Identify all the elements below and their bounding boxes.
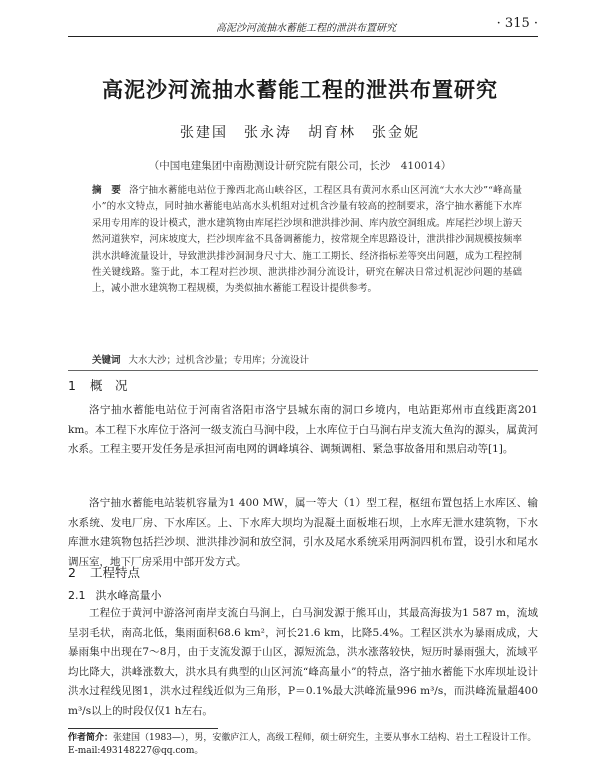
running-title: 高泥沙河流抽水蓄能工程的泄洪布置研究	[216, 23, 396, 34]
abstract	[92, 183, 522, 298]
section-1-number: 1	[68, 378, 76, 393]
section-2-number: 2	[68, 565, 76, 580]
subsection-2-1-heading	[68, 587, 162, 603]
footnote-divider	[68, 728, 218, 729]
section-2-title: 工程特点	[89, 565, 140, 580]
running-header	[68, 14, 538, 37]
abstract-label: 摘 要	[92, 185, 122, 196]
keywords-text: 大水大沙；过机含沙量；专用库；分流设计	[128, 355, 310, 366]
abstract-text: 洛宁抽水蓄能电站位于豫西北高山峡谷区，工程区具有黄河水系山区河流“大水大沙”“峰高量小”的水文特点，同时抽水蓄能电站高水头机组对过机含沙量有较高的控制要求，洛宁抽水蓄能下水库采用专用库的设计模式，泄水建筑物由库尾拦沙坝和泄洪排沙洞、库内放空洞组成。库尾拦沙坝上游天然河道狭窄，河床坡度大，拦沙坝库盆不具备调蓄能力，按常规全库思路设计，泄洪排沙洞规模按频率洪水洪峰流量设计，导致泄洪排沙洞洞身尺寸大、施工工期长、经济指标差等突出问题，成为工程控制性关键线路。鉴于此，本工程对拦沙坝、泄洪排沙洞分流设计，研究在解决日常过机泥沙问题的基础上，减小泄水建筑物工程规模，为类似抽水蓄能工程设计提供参考。	[92, 185, 522, 295]
keywords	[92, 352, 522, 366]
abstract-divider	[68, 370, 538, 371]
page-number: · 315 ·	[496, 16, 538, 31]
subsection-2-1-title: 洪水峰高量小	[95, 589, 162, 602]
footnote-text: 张建国（1983—），男，安徽庐江人，高级工程师，硕士研究生，主要从事水工结构、岩土工程设计工作。E-mail:493148227@qq.com。	[68, 733, 537, 756]
subsection-2-1-paragraph: 工程位于黄河中游洛河南岸支流白马涧上，白马涧发源于熊耳山，其最高海拔为1 587 m，流域呈羽毛状，南高北低，集雨面积68.6 km²，河长21.6 km，比降5.4%。工程区洪水为暴雨成成，大暴雨集中出现在7～8月，由于支流发源于山区，源短流急，洪水涨落较快，短历时暴雨强大，流域平均比降大，洪峰涨数大，洪水具有典型的山区河流“峰高量小”的特点，洛宁抽水蓄能下水库坝址设计洪水过程线见图1，洪水过程线近似为三角形，P＝0.1%最大洪峰流量996 m³/s，而洪峰流量超400 m³/s以上的时段仅仅1 h左右。	[68, 607, 538, 717]
section-1-title: 概 况	[89, 378, 128, 393]
section-1-paragraph-2: 洛宁抽水蓄能电站装机容量为1 400 MW，属一等大（1）型工程，枢纽布置包括上水库区、输水系统、发电厂房、下水库区。上、下水库大坝均为混凝土面板堆石坝，上水库无泄水建筑物，下水库泄水建筑物包括拦沙坝、泄洪排沙洞和放空洞，引水及尾水系统采用两洞四机布置，设引水和尾水调压室，地下厂房采用中部开发方式。	[68, 497, 538, 568]
affiliation: （中国电建集团中南勘测设计研究院有限公司，长沙 410014）	[148, 160, 452, 172]
paper-title: 高泥沙河流抽水蓄能工程的泄洪布置研究	[102, 78, 498, 102]
keywords-label: 关键词	[92, 355, 121, 366]
section-1-paragraph-1: 洛宁抽水蓄能电站位于河南省洛阳市洛宁县城东南的洞口乡境内，电站距郑州市直线距离201 km。本工程下水库位于洛河一级支流白马涧中段，上水库位于白马涧右岸支流大鱼沟的源头，属黄河水系。工程主要开发任务是承担河南电网的调峰填谷、调频调相、紧急事故备用和黑启动等[1]。	[68, 404, 538, 456]
section-2-heading	[68, 563, 140, 581]
footnote-label: 作者简介：	[68, 733, 114, 743]
subsection-2-1-number: 2.1	[68, 589, 86, 602]
authors: 张建国 张永涛 胡育林 张金妮	[180, 125, 420, 141]
section-1-heading	[68, 376, 127, 394]
footnote	[68, 732, 538, 758]
